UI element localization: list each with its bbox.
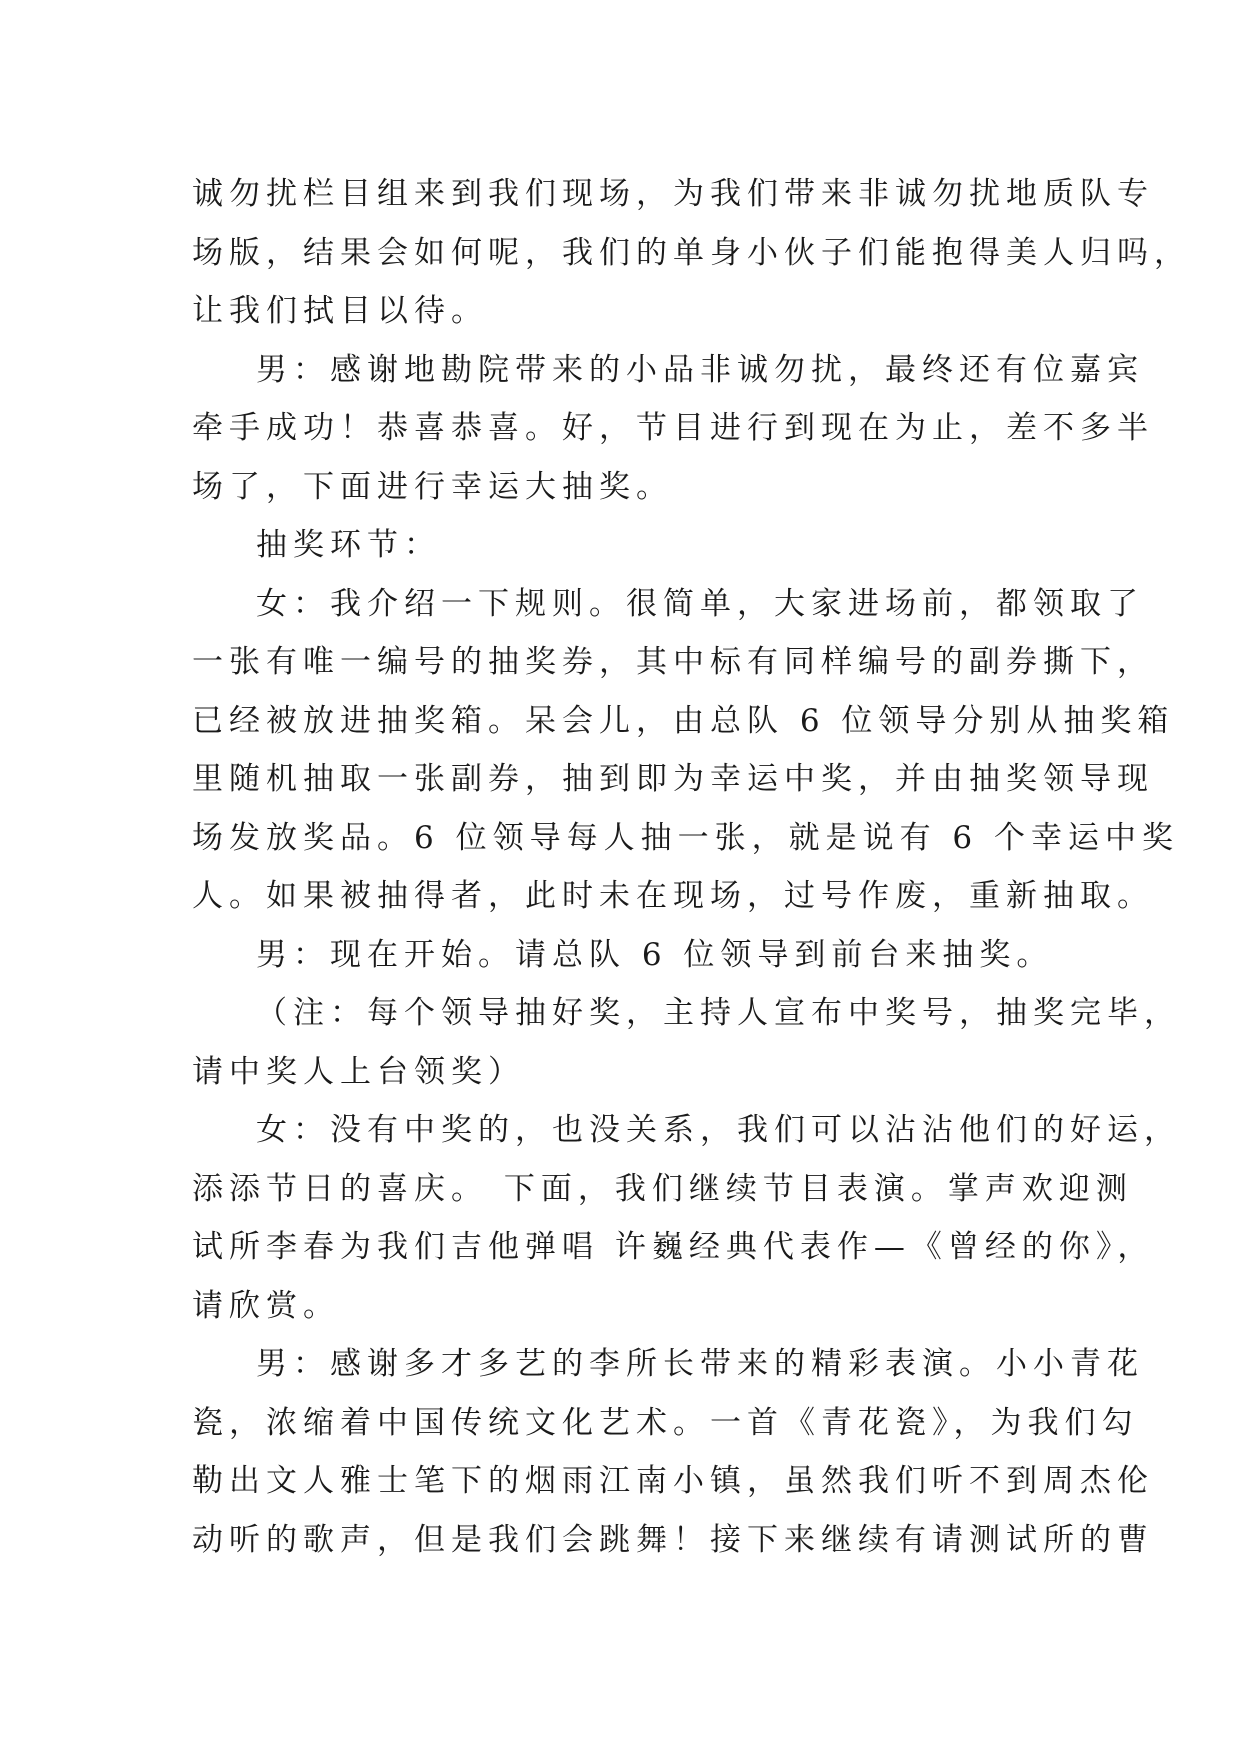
text-line: （注：每个领导抽好奖，主持人宣布中奖号，抽奖完毕， (256, 995, 1181, 1031)
document-page (192, 165, 1191, 1569)
text-line: 场发放奖品。6 位领导每人抽一张，就是说有 6 个幸运中奖 (192, 819, 1180, 856)
paragraph-1 (192, 165, 1191, 341)
text-line: 勒出文人雅士笔下的烟雨江南小镇，虽然我们听不到周杰伦 (192, 1463, 1154, 1499)
paragraph-8 (192, 1335, 1154, 1569)
text-line: 已经被放进抽奖箱。呆会儿，由总队 6 位领导分别从抽奖箱 (192, 702, 1175, 739)
paragraph-3 (192, 516, 1047, 575)
text-line: 牵手成功！恭喜恭喜。好，节目进行到现在为止，差不多半 (192, 410, 1154, 446)
text-line: 让我们拭目以待。 (192, 293, 488, 329)
text-line: 女：没有中奖的，也没关系，我们可以沾沾他们的好运， (256, 1112, 1181, 1148)
text-line: 试所李春为我们吉他弹唱 许巍经典代表作—《曾经的你》， (192, 1229, 1155, 1265)
text-line: 场了，下面进行幸运大抽奖。 (192, 468, 673, 505)
text-line: 瓷，浓缩着中国传统文化艺术。一首《青花瓷》，为我们勾 (192, 1404, 1139, 1441)
text-line: 诚勿扰栏目组来到我们现场，为我们带来非诚勿扰地质队专 (192, 176, 1154, 212)
paragraph-5 (192, 926, 1054, 985)
section-heading: 抽奖环节： (256, 527, 441, 563)
text-line: 男：感谢地勘院带来的小品非诚勿扰，最终还有位嘉宾 (256, 351, 1144, 388)
text-line: 请欣赏。 (192, 1287, 340, 1324)
text-line: 请中奖人上台领奖） (192, 1053, 525, 1090)
text-line: 人。如果被抽得者，此时未在现场，过号作废，重新抽取。 (192, 878, 1154, 914)
text-line: 动听的歌声，但是我们会跳舞！接下来继续有请测试所的曹 (192, 1521, 1154, 1558)
text-line: 男：感谢多才多艺的李所长带来的精彩表演。小小青花 (256, 1346, 1144, 1382)
paragraph-4 (192, 575, 1180, 926)
text-line: 场版，结果会如何呢，我们的单身小伙子们能抱得美人归吗， (192, 234, 1191, 271)
text-line: 一张有唯一编号的抽奖券，其中标有同样编号的副券撕下， (192, 644, 1154, 680)
text-line: 男：现在开始。请总队 6 位领导到前台来抽奖。 (256, 936, 1054, 973)
text-line: 女：我介绍一下规则。很简单，大家进场前，都领取了 (256, 585, 1144, 622)
text-line: 添添节日的喜庆。 下面，我们继续节目表演。掌声欢迎测 (192, 1170, 1133, 1207)
paragraph-2 (192, 341, 1154, 517)
text-line: 里随机抽取一张副券，抽到即为幸运中奖，并由抽奖领导现 (192, 761, 1154, 797)
paragraph-7 (192, 1101, 1181, 1335)
paragraph-6 (192, 984, 1181, 1101)
